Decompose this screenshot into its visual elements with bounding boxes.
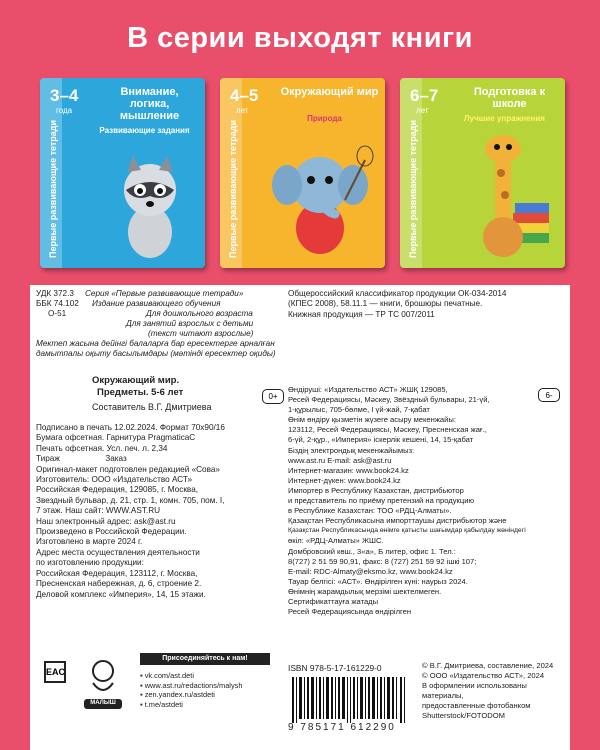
book-cover-2	[220, 78, 385, 268]
kz-line: www.ast.ru E-mail: ask@ast.ru	[288, 455, 392, 465]
print-line: Деловой комплекс «Империя», 14, 15 этажи.	[36, 589, 206, 599]
isbn: ISBN 978-5-17-161229-0	[288, 663, 382, 673]
kz-line: E-mail: RDC-Almaty@eksmo.kz, www.book24.kz	[288, 566, 453, 576]
kz-line: Өндіруші: «Издательство АСТ» ЖШҚ 129085,	[288, 385, 448, 394]
edition-type: Издание развивающего обучения	[92, 299, 221, 308]
join-us-label: Присоединяйтесь к нам!	[140, 653, 270, 665]
kz-line: и представитель по приёму претензий на продукцию	[288, 496, 475, 506]
book-cover-1	[40, 78, 205, 268]
classifier-block	[288, 289, 506, 320]
compiler: Составитель В.Г. Дмитриева	[92, 402, 212, 412]
copyright-line: © ООО «Издательство АСТ», 2024	[422, 671, 545, 680]
age-unit: лет	[236, 106, 249, 115]
kz-line: Біздің электрондық мекенжайымыз:	[288, 445, 415, 455]
kz-line: Интернет-магазин: www.book24.kz	[288, 465, 409, 475]
print-line: Произведено в Российской Федерации.	[36, 527, 187, 537]
link-telegram[interactable]: ▪ t.me/astdeti	[140, 699, 183, 709]
social-links	[140, 671, 242, 709]
copyright-line: Shutterstock/FOTODOM	[422, 711, 505, 720]
copyright-line: предоставленные фотобанком	[422, 701, 531, 710]
print-line: Изготовитель: ООО «Издательство АСТ»	[36, 475, 193, 485]
classifier-line: Общероссийский классификатор продукции ОК-034-2014	[288, 289, 507, 298]
link-site[interactable]: ▪ www.ast.ru/redactions/malysh	[140, 680, 243, 690]
kz-line: 8(727) 2 51 59 90,91, факс: 8 (727) 251 59 92 ішкі 107;	[288, 556, 477, 566]
udk-code: УДК 372.3	[36, 289, 74, 298]
barcode-digits: 9 785171 612290	[288, 722, 396, 733]
kz-line: в Республике Казахстан: ТОО «РДЦ-Алматы».	[288, 506, 452, 516]
series-line: Серия «Первые развивающие тетради»	[85, 289, 244, 298]
age-range: 6–7	[410, 86, 439, 105]
author-code: О-51	[48, 309, 67, 318]
print-details	[36, 423, 225, 600]
for-adults-note: (текст читают взрослые)	[148, 329, 254, 338]
print-line: Печать офсетная. Усл. печ. л. 2,34	[36, 443, 168, 453]
vk-icon: ▪	[140, 671, 145, 680]
copyright-line: © В.Г. Дмитриева, составление, 2024	[422, 661, 554, 670]
print-line: Бумага офсетная. Гарнитура PragmaticaC	[36, 433, 196, 443]
book-subtitle: Развивающие задания	[99, 126, 190, 135]
kz-line: Импортер в Республику Казахстан, дистрибьютор	[288, 485, 464, 495]
print-line: Адрес места осуществления деятельности	[36, 547, 200, 557]
kz-note-2: дамытпалы оқыту басылымдары (мәтінді ересектер оқиды)	[36, 349, 276, 358]
kz-line: Ресей Федерациясында өндірілген	[288, 607, 412, 617]
age-unit: лет	[416, 106, 429, 115]
for-age: Для дошкольного возраста	[146, 309, 253, 318]
series-label: Первые развивающие тетради	[228, 119, 238, 258]
book-title: Окружающий мир	[280, 86, 379, 98]
series-label: Первые развивающие тетради	[408, 119, 418, 258]
print-line: Изготовлено в марте 2024 г.	[36, 537, 143, 547]
kz-line: Өнім өндіру қызметін жүзеге асыру мекенжайы:	[288, 415, 456, 425]
print-line: Пресненская набережная, д. 6, строение 2.	[36, 579, 202, 589]
book-title: Подготовка к школе	[473, 86, 546, 110]
elephant-illustration	[265, 140, 375, 260]
print-line: Тираж Заказ	[36, 454, 127, 464]
link-zen[interactable]: ▪ zen.yandex.ru/astdeti	[140, 690, 215, 700]
age-rating-badge: 0+	[262, 389, 284, 404]
telegram-icon: ▪	[140, 699, 145, 709]
publisher-logo-text: МАЛЫШ	[90, 700, 116, 706]
book-subtitle: Природа	[307, 114, 342, 123]
book-title: Внимание, логика, мышление	[119, 86, 180, 122]
age-range: 4–5	[230, 86, 259, 105]
print-line: по изготовлению продукции:	[36, 558, 144, 568]
print-line: Оригинал-макет подготовлен редакцией «Сова»	[36, 464, 220, 474]
age-range: 3–4	[50, 86, 79, 105]
print-line: Звездный бульвар, д. 21, стр. 1, комн. 705, пом. I,	[36, 495, 225, 505]
page-title: В серии выходят книги	[127, 22, 473, 54]
kz-line: 6-үй, 2-құр., «Империя» іскерлік кешені, 14, 15-қабат	[288, 435, 474, 445]
classifier-line: Книжная продукция — ТР ТС 007/2011	[288, 309, 435, 319]
kz-line: Ресей Федерациясы, Мәскеу, Звёздный бульвары, 21-үй,	[288, 395, 490, 405]
copyright-line: В оформлении использованы материалы,	[422, 681, 527, 700]
link-vk[interactable]: ▪ vk.com/ast.deti	[140, 671, 194, 680]
book-title-line-2: Предметы. 5-6 лет	[97, 387, 184, 398]
imprint-panel	[30, 285, 570, 750]
kz-imprint-block	[288, 385, 526, 617]
kz-line: өкіл: «РДЦ-Алматы» ЖШС.	[288, 536, 384, 546]
print-line: Российская Федерация, 129085, г. Москва,	[36, 485, 199, 495]
kz-line: 123112, Ресей Федерациясы, Мәскеу, Пресненская жағ.,	[288, 425, 487, 435]
raccoon-illustration	[105, 150, 195, 260]
globe-icon: ▪	[140, 680, 145, 690]
print-line: Подписано в печать 12.02.2024. Формат 70х90/16	[36, 423, 225, 432]
print-line: Российская Федерация, 123112, г. Москва,	[36, 568, 198, 578]
age-rating-kz-badge: 6-	[538, 388, 560, 402]
kz-line: Интернет-дүкен: www.book24.kz	[288, 475, 401, 485]
book-title-line-1: Окружающий мир.	[92, 375, 180, 386]
kz-line: Домбровский көш., 3«а», Б литер, офис 1. Тел.:	[288, 546, 456, 556]
zen-icon: ▪	[140, 690, 145, 700]
kz-line: Қазақстан Республикасында өнімге қатысты шағымдар қабылдау жөніндегі	[288, 527, 526, 535]
giraffe-illustration	[455, 125, 555, 260]
book-subtitle: Лучшие упражнения	[464, 114, 545, 123]
book-cover-3	[400, 78, 565, 268]
kz-note-1: Мектеп жасына дейінгі балаларға бар ересектерге арналған	[36, 339, 275, 348]
bbk-code: ББК 74.102	[36, 299, 79, 308]
kz-line: Өнімнің жарамдылық мерзімі шектелмеген.	[288, 586, 442, 596]
age-unit: года	[56, 106, 73, 115]
copyright-block	[422, 661, 570, 721]
kz-line: Қазақстан Республикасына импорттаушы дистрибьютор және	[288, 516, 507, 526]
series-label: Первые развивающие тетради	[48, 119, 58, 258]
kz-line: Сертификаттауға жатады	[288, 596, 379, 606]
kz-line: 1-құрылыс, 705-бөлме, I үй-жай, 7-қабат	[288, 405, 430, 415]
kz-line: Тауар белгісі: «АСТ». Өндірілген күні: наурыз 2024.	[288, 576, 468, 586]
print-line: 7 этаж. Наш сайт: WWW.AST.RU	[36, 506, 161, 516]
for-adults: Для занятий взрослых с детьми	[126, 319, 254, 328]
eac-mark: EAC	[44, 661, 66, 683]
print-line: Наш электронный адрес: ask@ast.ru	[36, 516, 176, 526]
classifier-line: (КПЕС 2008), 58.11.1 — книги, брошюры печатные.	[288, 299, 483, 309]
